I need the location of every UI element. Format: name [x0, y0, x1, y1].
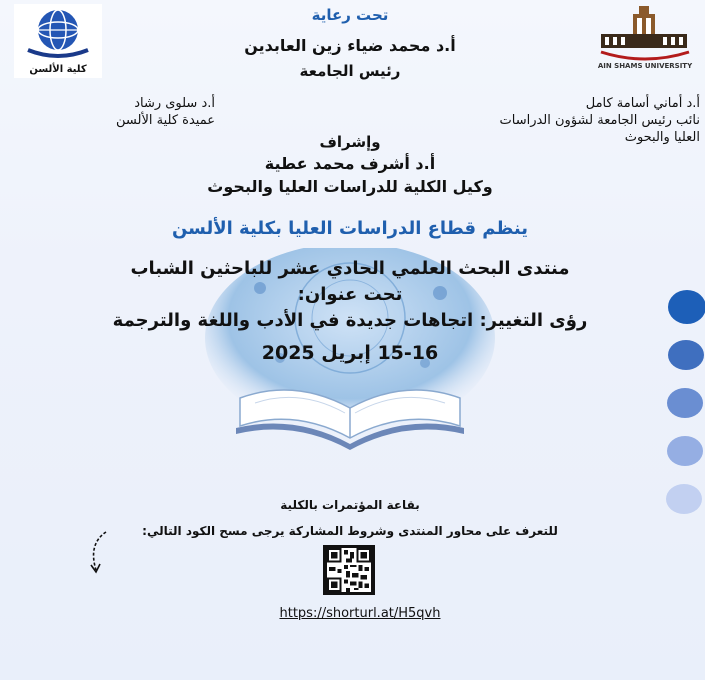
decorative-dot — [668, 290, 705, 324]
dean-title: عميدة كلية الألسن — [116, 113, 215, 128]
decorative-dot — [667, 436, 703, 466]
supervisor-name: أ.د أشرف محمد عطية — [264, 154, 436, 173]
dean-name: أ.د سلوى رشاد — [134, 96, 215, 111]
university-logo-text: AIN SHAMS UNIVERSITY — [597, 62, 693, 70]
supervision-label: وإشراف — [319, 133, 381, 151]
decorative-dot — [668, 340, 704, 370]
registration-link[interactable]: https://shorturl.at/H5qvh — [279, 606, 441, 621]
qr-code-icon[interactable] — [323, 545, 375, 595]
decorative-dot — [667, 388, 703, 418]
vice-president-title-line1: نائب رئيس الجامعة لشؤون الدراسات — [499, 113, 700, 128]
faculty-logo-text: كلية الألسن — [29, 64, 87, 75]
forum-title: منتدى البحث العلمي الحادي عشر للباحثين الشباب — [130, 258, 570, 279]
curved-arrow-icon — [84, 530, 114, 578]
patronage-label: تحت رعاية — [311, 6, 389, 24]
qr-instruction: للتعرف على محاور المنتدى وشروط المشاركة يرجى مسح الكود التالي: — [142, 524, 558, 538]
vice-president-block — [430, 95, 700, 146]
university-logo-icon — [593, 4, 697, 72]
faculty-logo-icon — [14, 4, 102, 78]
venue-text: بقاعة المؤتمرات بالكلية — [280, 498, 420, 512]
supervisor-title: وكيل الكلية للدراسات العليا والبحوث — [207, 177, 493, 196]
vice-president-title-line2: العليا والبحوث — [624, 130, 700, 145]
forum-subtitle-label: تحت عنوان: — [297, 284, 403, 305]
forum-dates: 15-16 إبريل 2025 — [261, 342, 439, 364]
president-title: رئيس الجامعة — [299, 62, 401, 80]
decorative-dot — [666, 484, 702, 514]
forum-theme: رؤى التغيير: اتجاهات جديدة في الأدب واللغة والترجمة — [112, 310, 588, 331]
vice-president-name: أ.د أماني أسامة كامل — [585, 96, 700, 111]
president-name: أ.د محمد ضياء زين العابدين — [244, 36, 456, 55]
organizer-heading: ينظم قطاع الدراسات العليا بكلية الألسن — [171, 218, 529, 239]
dean-block — [40, 95, 215, 129]
